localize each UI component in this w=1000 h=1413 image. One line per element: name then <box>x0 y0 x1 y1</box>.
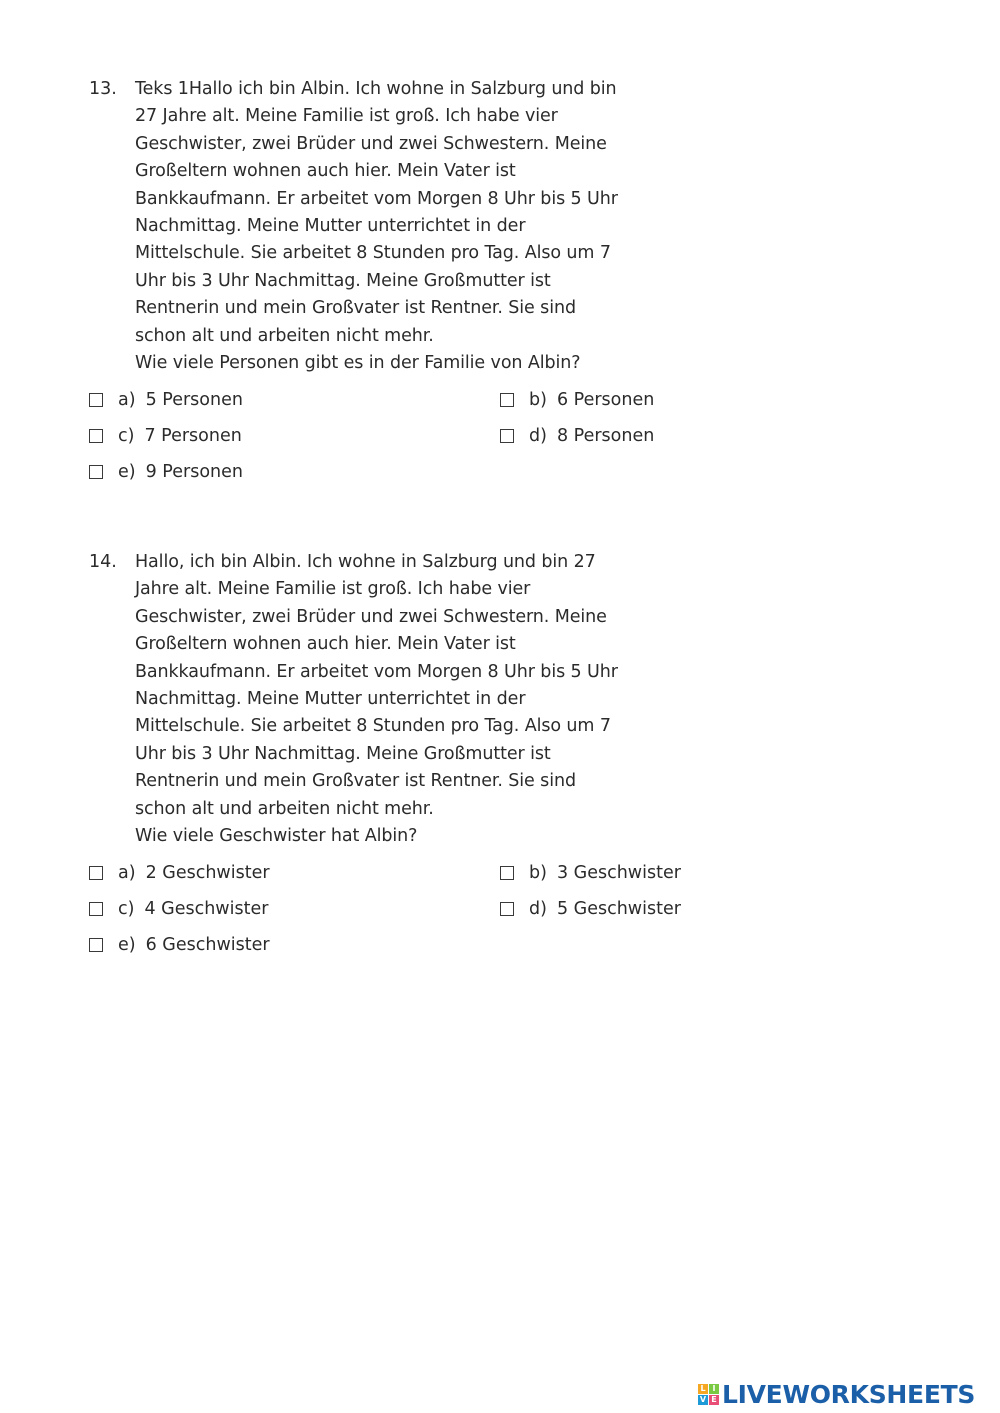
question-text: Hallo, ich bin Albin. Ich wohne in Salzburg und bin 27 Jahre alt. Meine Familie ist groß. Ich habe vier Geschwister, zwei Brüder und zwei Schwestern. Meine Großeltern wohnen auch hier. Mein Vater ist Bankkaufmann. Er arbeitet vom Morgen 8 Uhr bis 5 Uhr Nachmittag. Meine Mutter unterrichtet in der Mittelschule. Sie arbeitet 8 Stunden pro Tag. Also um 7 Uhr bis 3 Uhr Nachmittag. Meine Großmutter ist Rentnerin und mein Großvater ist Rentner. Sie sind schon alt und arbeiten nicht mehr. Wie viele Geschwister hat Albin? <box>135 552 618 847</box>
option-label: 2 Geschwister <box>145 863 270 884</box>
option-b[interactable] <box>500 859 681 887</box>
answer-options <box>89 859 709 967</box>
logo-mark-cell: L <box>698 1384 708 1394</box>
option-letter: d) <box>529 426 547 447</box>
option-letter: e) <box>118 935 136 956</box>
option-label: 9 Personen <box>145 462 243 483</box>
option-label: 7 Personen <box>144 426 242 447</box>
checkbox[interactable] <box>89 393 103 407</box>
option-letter: a) <box>118 863 136 884</box>
option-letter: b) <box>529 390 547 411</box>
checkbox[interactable] <box>89 938 103 952</box>
option-e[interactable] <box>89 458 243 486</box>
option-a[interactable] <box>89 386 243 414</box>
question-13 <box>89 76 709 494</box>
option-label: 6 Geschwister <box>145 935 270 956</box>
question-number: 14. <box>89 552 117 572</box>
checkbox[interactable] <box>89 866 103 880</box>
logo-mark-icon <box>698 1384 719 1405</box>
logo-mark-cell: I <box>709 1384 719 1394</box>
option-c[interactable] <box>89 422 242 450</box>
option-label: 8 Personen <box>556 426 655 447</box>
question-header <box>89 549 709 850</box>
option-c[interactable] <box>89 895 268 923</box>
option-d[interactable] <box>500 422 654 450</box>
option-d[interactable] <box>500 895 681 923</box>
option-e[interactable] <box>89 931 270 959</box>
logo-mark-cell: V <box>699 1395 707 1404</box>
checkbox[interactable] <box>500 866 514 880</box>
question-number: 13. <box>89 79 117 99</box>
checkbox[interactable] <box>500 393 514 407</box>
question-14 <box>89 549 709 967</box>
option-label: 6 Personen <box>556 390 655 411</box>
checkbox[interactable] <box>89 465 103 479</box>
question-text: Teks 1Hallo ich bin Albin. Ich wohne in Salzburg und bin 27 Jahre alt. Meine Familie ist groß. Ich habe vier Geschwister, zwei Brüder und zwei Schwestern. Meine Großeltern wohnen auch hier. Mein Vater ist Bankkaufmann. Er arbeitet vom Morgen 8 Uhr bis 5 Uhr Nachmittag. Meine Mutter unterrichtet in der Mittelschule. Sie arbeitet 8 Stunden pro Tag. Also um 7 Uhr bis 3 Uhr Nachmittag. Meine Großmutter ist Rentnerin und mein Großvater ist Rentner. Sie sind schon alt und arbeiten nicht mehr. Wie viele Personen gibt es in der Familie von Albin? <box>135 79 618 374</box>
option-label: 3 Geschwister <box>556 863 681 884</box>
option-b[interactable] <box>500 386 654 414</box>
option-letter: a) <box>118 390 136 411</box>
option-letter: b) <box>529 863 547 884</box>
question-header <box>89 76 709 377</box>
checkbox[interactable] <box>89 429 103 443</box>
logo-mark-cell: E <box>709 1395 719 1405</box>
option-label: 4 Geschwister <box>144 899 269 920</box>
option-letter: d) <box>529 899 547 920</box>
option-a[interactable] <box>89 859 270 887</box>
logo-text: LIVEWORKSHEETS <box>722 1380 976 1409</box>
checkbox[interactable] <box>500 902 514 916</box>
checkbox[interactable] <box>89 902 103 916</box>
answer-options <box>89 386 709 494</box>
option-letter: c) <box>118 899 135 920</box>
checkbox[interactable] <box>500 429 514 443</box>
option-letter: c) <box>118 426 135 447</box>
option-letter: e) <box>118 462 136 483</box>
option-label: 5 Personen <box>145 390 243 411</box>
option-label: 5 Geschwister <box>556 899 681 920</box>
liveworksheets-logo <box>698 1380 975 1409</box>
